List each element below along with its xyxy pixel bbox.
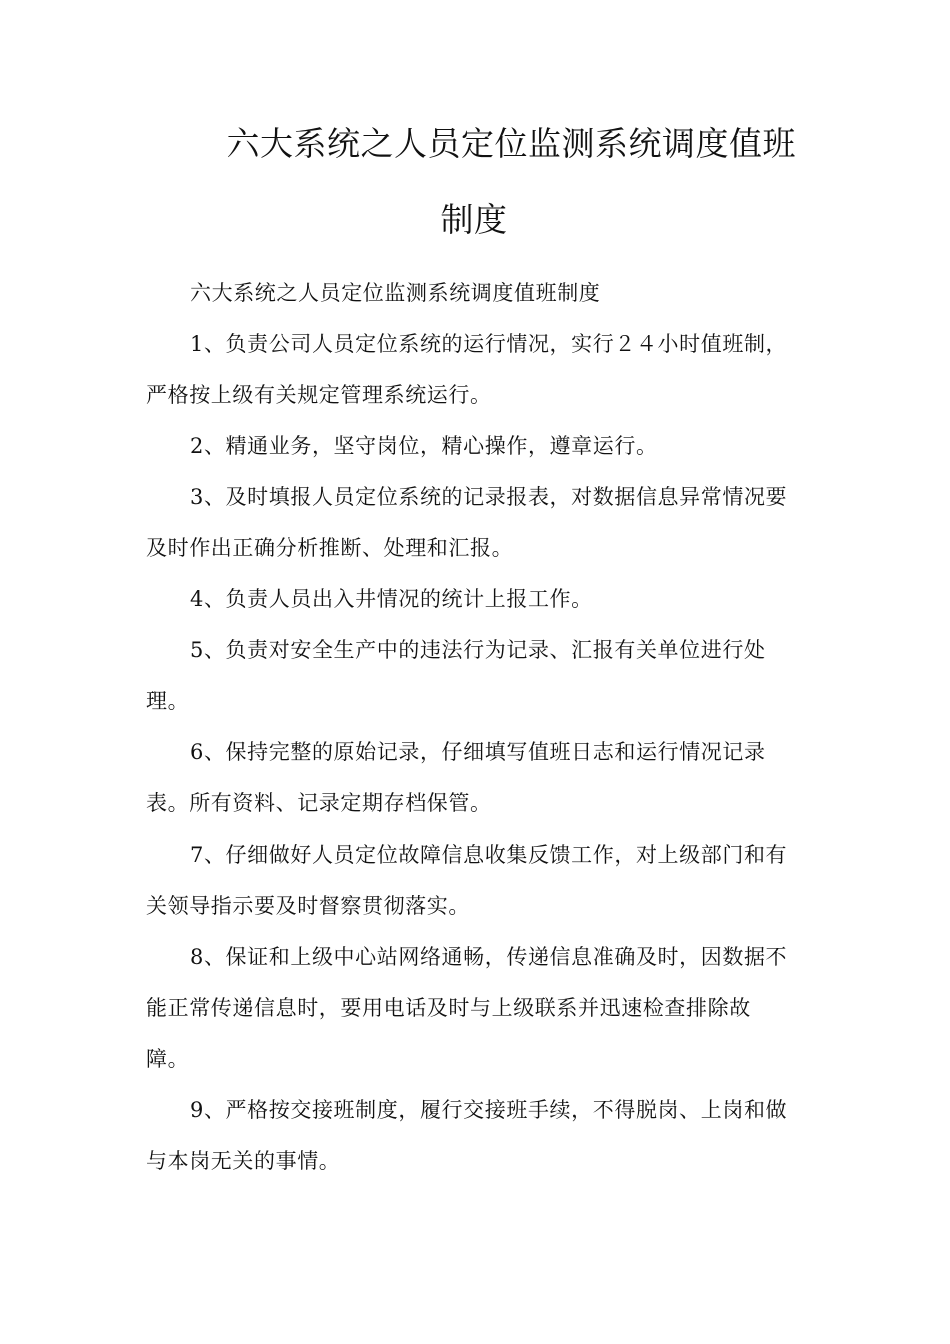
item-6-line-1: 6、保持完整的原始记录，仔细填写值班日志和运行情况记录 [190,740,766,764]
document-title-line-1: 六大系统之人员定位监测系统调度值班 [226,124,796,163]
item-6-line-2: 表。所有资料、记录定期存档保管。 [146,791,492,815]
item-9-line-2: 与本岗无关的事情。 [146,1149,341,1173]
item-3-line-2: 及时作出正确分析推断、处理和汇报。 [146,536,514,560]
intro-line: 六大系统之人员定位监测系统调度值班制度 [190,281,601,305]
document-title-line-2: 制度 [440,200,508,239]
item-7-line-2: 关领导指示要及时督察贯彻落实。 [146,894,470,918]
item-2-line-1: 2、精通业务，坚守岗位，精心操作，遵章运行。 [190,434,658,458]
item-8-line-2: 能正常传递信息时，要用电话及时与上级联系并迅速检查排除故 [146,996,751,1020]
item-5-line-1: 5、负责对安全生产中的违法行为记录、汇报有关单位进行处 [190,638,766,662]
item-5-line-2: 理。 [146,689,190,713]
item-9-line-1: 9、严格按交接班制度，履行交接班手续，不得脱岗、上岗和做 [190,1098,788,1122]
item-1-line-1: 1、负责公司人员定位系统的运行情况，实行２４小时值班制， [190,332,788,356]
item-1-line-2: 严格按上级有关规定管理系统运行。 [146,383,492,407]
item-8-line-1: 8、保证和上级中心站网络通畅，传递信息准确及时，因数据不 [190,945,788,969]
item-7-line-1: 7、仔细做好人员定位故障信息收集反馈工作，对上级部门和有 [190,843,788,867]
item-3-line-1: 3、及时填报人员定位系统的记录报表，对数据信息异常情况要 [190,485,788,509]
item-4-line-1: 4、负责人员出入井情况的统计上报工作。 [190,587,593,611]
item-8-line-3: 障。 [146,1047,190,1071]
